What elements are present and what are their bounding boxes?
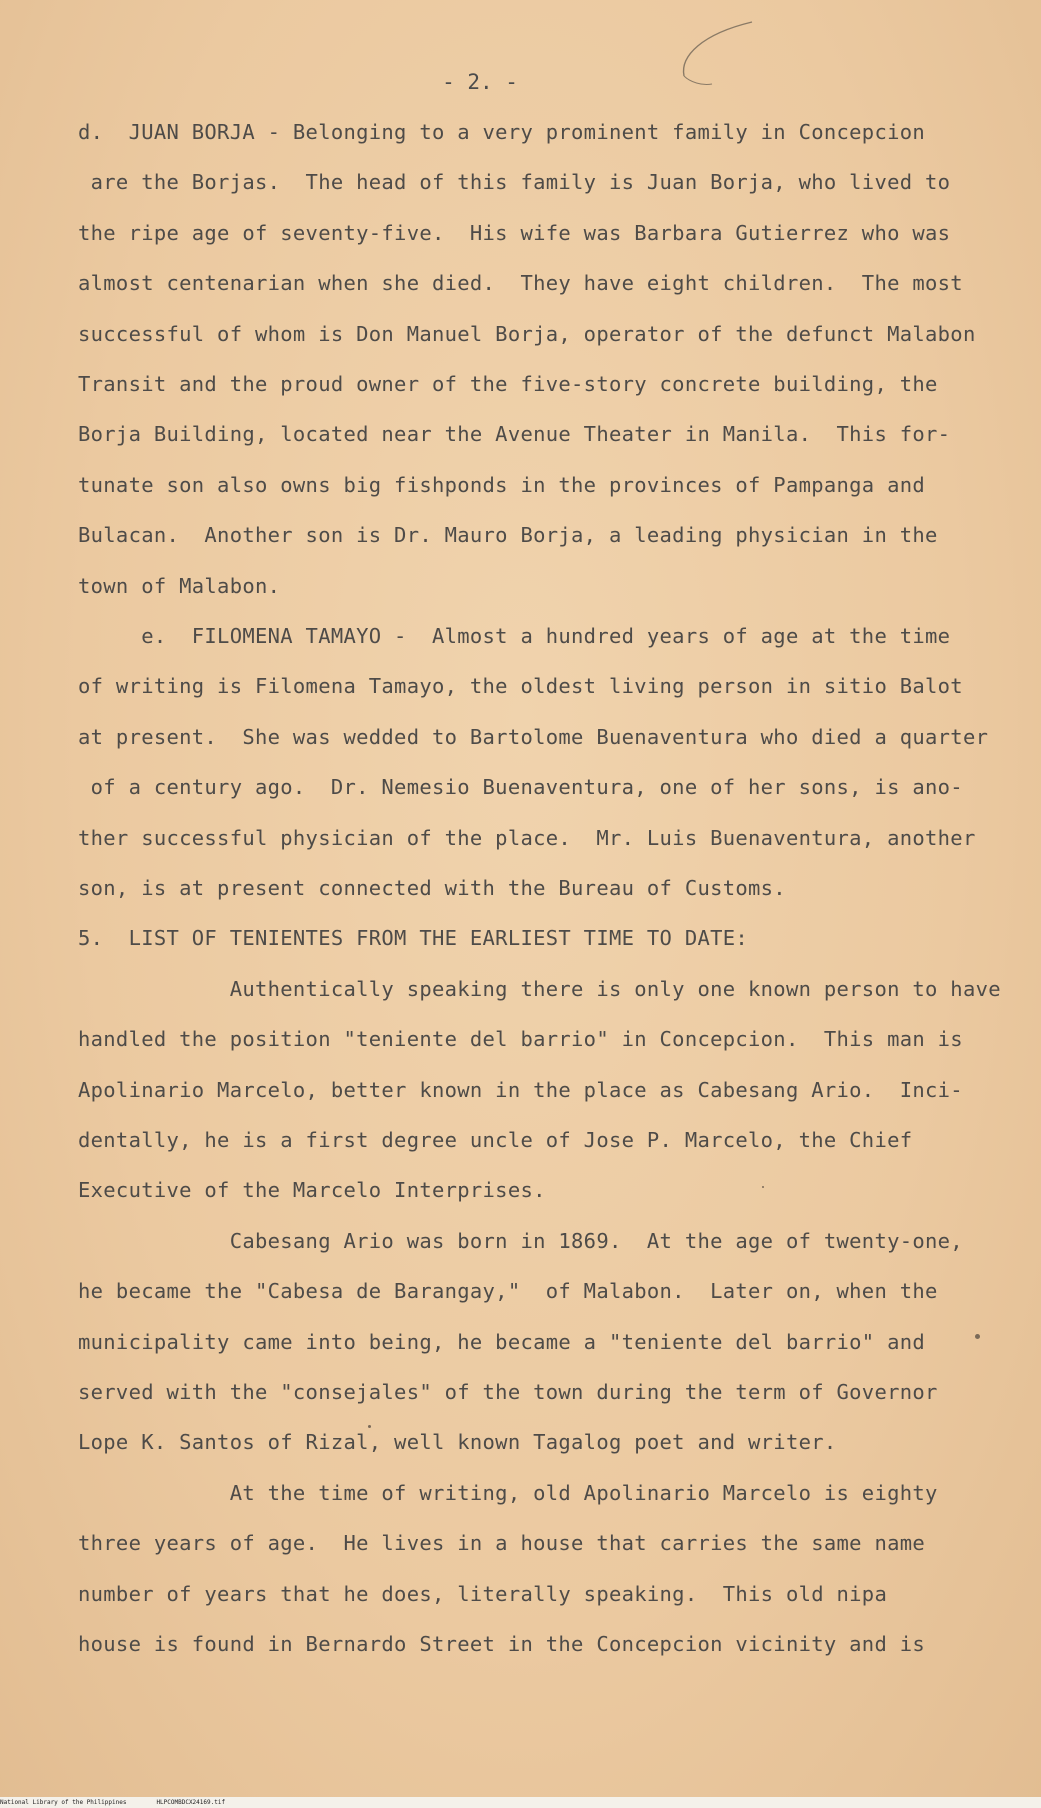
text-line: ther successful physician of the place. Mr. Luis Buenaventura, another — [78, 825, 976, 850]
text-line: the ripe age of seventy-five. His wife was Barbara Gutierrez who was — [78, 220, 951, 245]
text-line: Transit and the proud owner of the five-story concrete building, the — [78, 372, 938, 396]
text-line: almost centenarian when she died. They have eight children. The most — [78, 271, 963, 296]
text-line: he became the "Cabesa de Barangay," of Malabon. Later on, when the — [78, 1279, 938, 1304]
text-line: dentally, he is a first degree uncle of Jose P. Marcelo, the Chief — [78, 1128, 913, 1152]
text-line: three years of age. He lives in a house that carries the same name — [78, 1531, 926, 1556]
footer-source: National Library of the Philippines — [0, 1799, 127, 1806]
text-line: of a century ago. Dr. Nemesio Buenaventura, one of her sons, is ano- — [78, 775, 963, 800]
ink-speck — [762, 1186, 764, 1188]
text-line: of writing is Filomena Tamayo, the oldest living person in sitio Balot — [78, 674, 963, 699]
page-number: - 2. - — [442, 70, 518, 94]
text-line: 5. LIST OF TENIENTES FROM THE EARLIEST TIME TO DATE: — [78, 926, 749, 951]
text-line: Apolinario Marcelo, better known in the place as Cabesang Ario. Inci- — [78, 1077, 963, 1102]
text-line: house is found in Bernardo Street in the Concepcion vicinity and is — [78, 1632, 926, 1656]
text-line: tunate son also owns big fishponds in the provinces of Pampanga and — [78, 472, 926, 497]
scan-footer — [0, 1797, 1041, 1808]
text-line: Executive of the Marcelo Interprises. — [78, 1178, 546, 1203]
text-line: At the time of writing, old Apolinario Marcelo is eighty — [78, 1480, 938, 1505]
text-line: served with the "consejales" of the town during the term of Governor — [78, 1380, 938, 1404]
text-line: handled the position "teniente del barrio" in Concepcion. This man is — [78, 1027, 963, 1052]
footer-file: HLPCOMBDCX24169.tif — [156, 1799, 226, 1806]
ink-speck — [975, 1334, 980, 1339]
text-line: Lope K. Santos of Rizal, well known Tagalog poet and writer. — [78, 1430, 837, 1455]
text-line: number of years that he does, literally speaking. This old nipa — [78, 1581, 888, 1606]
text-line: son, is at present connected with the Bureau of Customs. — [78, 876, 786, 900]
text-line: d. JUAN BORJA - Belonging to a very prominent family in Concepcion — [78, 120, 926, 144]
text-line: at present. She was wedded to Bartolome Buenaventura who died a quarter — [78, 724, 989, 749]
text-line: municipality came into being, he became a "teniente del barrio" and — [78, 1329, 926, 1354]
text-line: e. FILOMENA TAMAYO - Almost a hundred years of age at the time — [78, 624, 951, 648]
text-line: are the Borjas. The head of this family is Juan Borja, who lived to — [78, 170, 951, 195]
ink-speck — [368, 1425, 371, 1428]
text-line: successful of whom is Don Manuel Borja, operator of the defunct Malabon — [78, 321, 976, 346]
text-line: Bulacan. Another son is Dr. Mauro Borja, a leading physician in the — [78, 523, 938, 548]
text-line: Cabesang Ario was born in 1869. At the age of twenty-one, — [78, 1228, 963, 1253]
text-line: Borja Building, located near the Avenue Theater in Manila. This for- — [78, 422, 951, 447]
text-line: Authentically speaking there is only one known person to have — [78, 976, 1001, 1001]
text-line: town of Malabon. — [78, 573, 281, 598]
